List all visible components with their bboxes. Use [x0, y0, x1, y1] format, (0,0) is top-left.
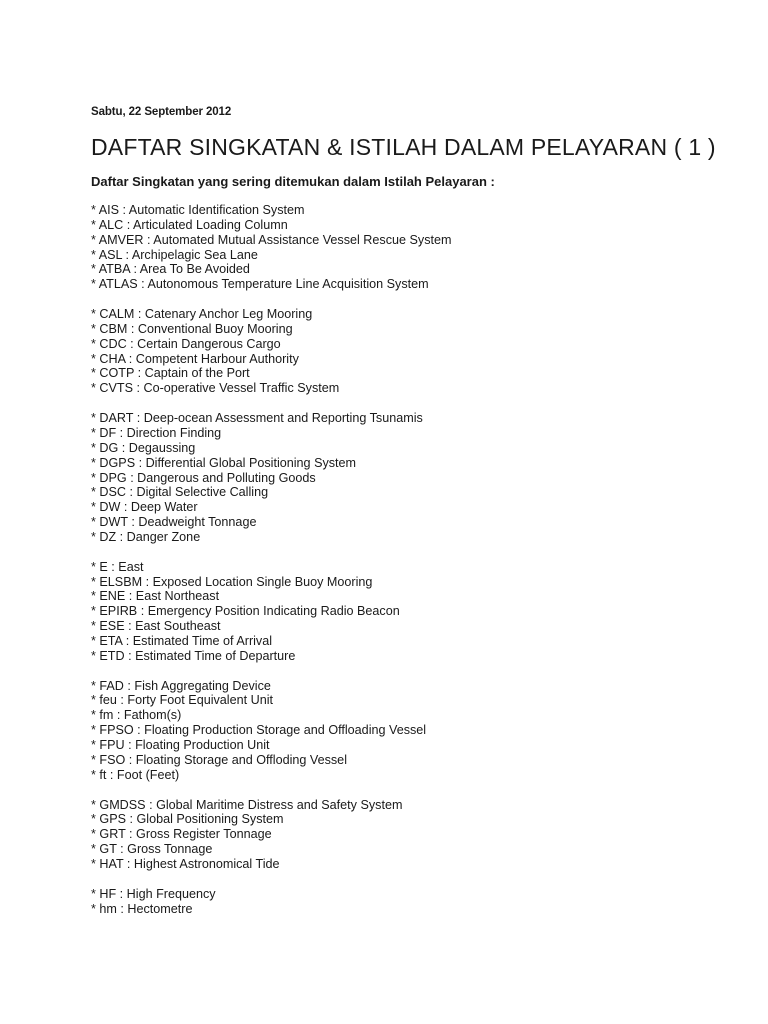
abbreviation-entry: * CDC : Certain Dangerous Cargo [91, 336, 281, 351]
post-title: DAFTAR SINGKATAN & ISTILAH DALAM PELAYARAN ( 1 ) [91, 134, 716, 160]
abbreviation-entry: * ESE : East Southeast [91, 619, 221, 634]
abbreviation-entry: * GRT : Gross Register Tonnage [91, 827, 272, 842]
abbreviation-entry: * ft : Foot (Feet) [91, 767, 180, 782]
abbreviation-entry: * GT : Gross Tonnage [91, 842, 213, 857]
abbreviation-entry: * DPG : Dangerous and Polluting Goods [91, 470, 316, 485]
abbreviation-entry: * CVTS : Co-operative Vessel Traffic System [91, 381, 340, 396]
abbreviation-group [91, 798, 452, 872]
post-date: Sabtu, 22 September 2012 [91, 106, 232, 118]
abbreviation-entry: * feu : Forty Foot Equivalent Unit [91, 693, 273, 708]
abbreviation-entry: * CBM : Conventional Buoy Mooring [91, 321, 293, 336]
abbreviation-entry: * GMDSS : Global Maritime Distress and Safety System [91, 797, 403, 812]
abbreviation-entry: * DF : Direction Finding [91, 425, 222, 440]
abbreviation-entry: * AMVER : Automated Mutual Assistance Vessel Rescue System [91, 232, 452, 247]
abbreviation-entry: * COTP : Captain of the Port [91, 366, 250, 381]
abbreviation-entry: * GPS : Global Positioning System [91, 812, 284, 827]
abbreviation-entry: * FAD : Fish Aggregating Device [91, 678, 271, 693]
abbreviation-entry: * DW : Deep Water [91, 500, 198, 515]
abbreviation-entry: * CALM : Catenary Anchor Leg Mooring [91, 307, 313, 322]
abbreviation-entry: * DZ : Danger Zone [91, 529, 201, 544]
abbreviation-entry: * EPIRB : Emergency Position Indicating Radio Beacon [91, 604, 400, 619]
abbreviation-entry: * ATLAS : Autonomous Temperature Line Acquisition System [91, 277, 429, 292]
abbreviation-entry: * HAT : Highest Astronomical Tide [91, 856, 280, 871]
abbreviation-group [91, 307, 452, 396]
abbreviation-entry: * ALC : Articulated Loading Column [91, 217, 288, 232]
abbreviation-group [91, 203, 452, 292]
abbreviation-entry: * CHA : Competent Harbour Authority [91, 351, 299, 366]
abbreviation-entry: * DGPS : Differential Global Positioning System [91, 455, 357, 470]
abbreviation-entry: * ASL : Archipelagic Sea Lane [91, 247, 258, 262]
abbreviation-group [91, 679, 452, 783]
intro-heading: Daftar Singkatan yang sering ditemukan dalam Istilah Pelayaran : [91, 174, 495, 189]
abbreviation-entry: * FPU : Floating Production Unit [91, 738, 270, 752]
abbreviation-entry: * DG : Degaussing [91, 440, 196, 455]
abbreviation-group [91, 560, 452, 664]
abbreviation-entry: * DWT : Deadweight Tonnage [91, 515, 257, 530]
abbreviation-group [91, 887, 452, 917]
abbreviation-entry: * fm : Fathom(s) [91, 708, 182, 723]
abbreviation-entry: * FPSO : Floating Production Storage and Offloading Vessel [91, 723, 427, 738]
abbreviation-entry: * DSC : Digital Selective Calling [91, 485, 269, 500]
abbreviation-entry: * HF : High Frequency [91, 886, 216, 901]
abbreviation-entry: * ETD : Estimated Time of Departure [91, 648, 296, 663]
abbreviation-list [91, 203, 452, 931]
abbreviation-entry: * hm : Hectometre [91, 901, 193, 916]
abbreviation-entry: * AIS : Automatic Identification System [91, 203, 305, 217]
abbreviation-group [91, 411, 452, 545]
abbreviation-entry: * ENE : East Northeast [91, 589, 220, 604]
abbreviation-entry: * FSO : Floating Storage and Offloding Vessel [91, 752, 347, 767]
abbreviation-entry: * ATBA : Area To Be Avoided [91, 262, 250, 277]
abbreviation-entry: * E : East [91, 559, 144, 574]
abbreviation-entry: * ETA : Estimated Time of Arrival [91, 633, 273, 648]
abbreviation-entry: * ELSBM : Exposed Location Single Buoy Mooring [91, 574, 373, 589]
abbreviation-entry: * DART : Deep-ocean Assessment and Reporting Tsunamis [91, 411, 423, 426]
